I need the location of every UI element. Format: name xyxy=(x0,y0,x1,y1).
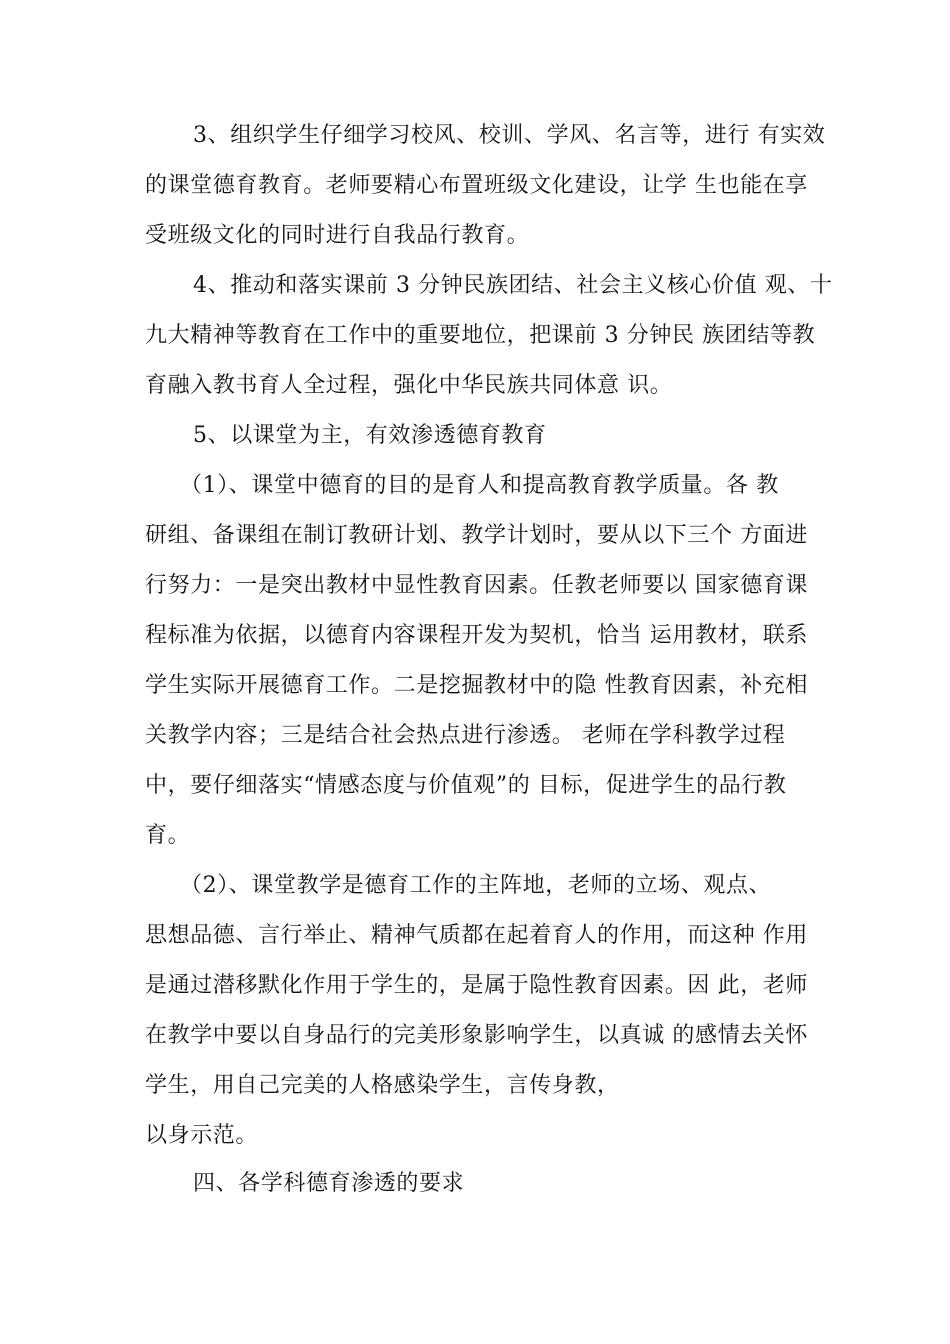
text-line: 学生实际开展德育工作。二是挖掘教材中的隐 性教育因素，补充相 xyxy=(145,673,808,698)
text-line: （1）、课堂中德育的目的是育人和提高教育教学质量。各 教 xyxy=(180,473,779,498)
text-line: 研组、备课组在制订教研计划、教学计划时，要从以下三个 方面进 xyxy=(145,523,808,548)
text-line: 学生，用自己完美的人格感染学生，言传身教， xyxy=(145,1073,620,1098)
text-line: 3、组织学生仔细学习校风、校训、学风、名言等，进行 有实效 xyxy=(193,123,826,148)
text-line: 在教学中要以自身品行的完美形象影响学生，以真诚 的感情去关怀 xyxy=(145,1023,808,1048)
section-heading: 5、以课堂为主，有效渗透德育教育 xyxy=(193,423,547,448)
text-line: 程标准为依据，以德育内容课程开发为契机，恰当 运用教材，联系 xyxy=(145,623,808,648)
text-line: 关教学内容；三是结合社会热点进行渗透。 老师在学科教学过程 xyxy=(145,723,786,748)
text-line: 的课堂德育教育。老师要精心布置班级文化建设，让学 生也能在享 xyxy=(145,173,808,198)
text-line: 受班级文化的同时进行自我品行教育。 xyxy=(145,223,530,248)
section-heading: 四、各学科德育渗透的要求 xyxy=(193,1171,465,1196)
text-line: 中，要仔细落实“情感态度与价值观”的 目标，促进学生的品行教 xyxy=(145,773,787,798)
text-line: （2）、课堂教学是德育工作的主阵地，老师的立场、观点、 xyxy=(180,873,772,898)
text-line: 育融入教书育人全过程，强化中华民族共同体意 识。 xyxy=(145,373,673,398)
text-line: 九大精神等教育在工作中的重要地位，把课前 3 分钟民 族团结等教 xyxy=(145,323,816,348)
text-line: 是通过潜移默化作用于学生的，是属于隐性教育因素。因 此，老师 xyxy=(145,973,808,998)
text-line: 育。 xyxy=(145,823,191,848)
text-line: 以身示范。 xyxy=(145,1123,259,1148)
text-line: 行努力：一是突出教材中显性教育因素。任教老师要以 国家德育课 xyxy=(145,573,808,598)
text-line: 思想品德、言行举止、精神气质都在起着育人的作用，而这种 作用 xyxy=(145,923,808,948)
text-line: 4、推动和落实课前 3 分钟民族团结、社会主义核心价值 观、十 xyxy=(193,273,833,298)
